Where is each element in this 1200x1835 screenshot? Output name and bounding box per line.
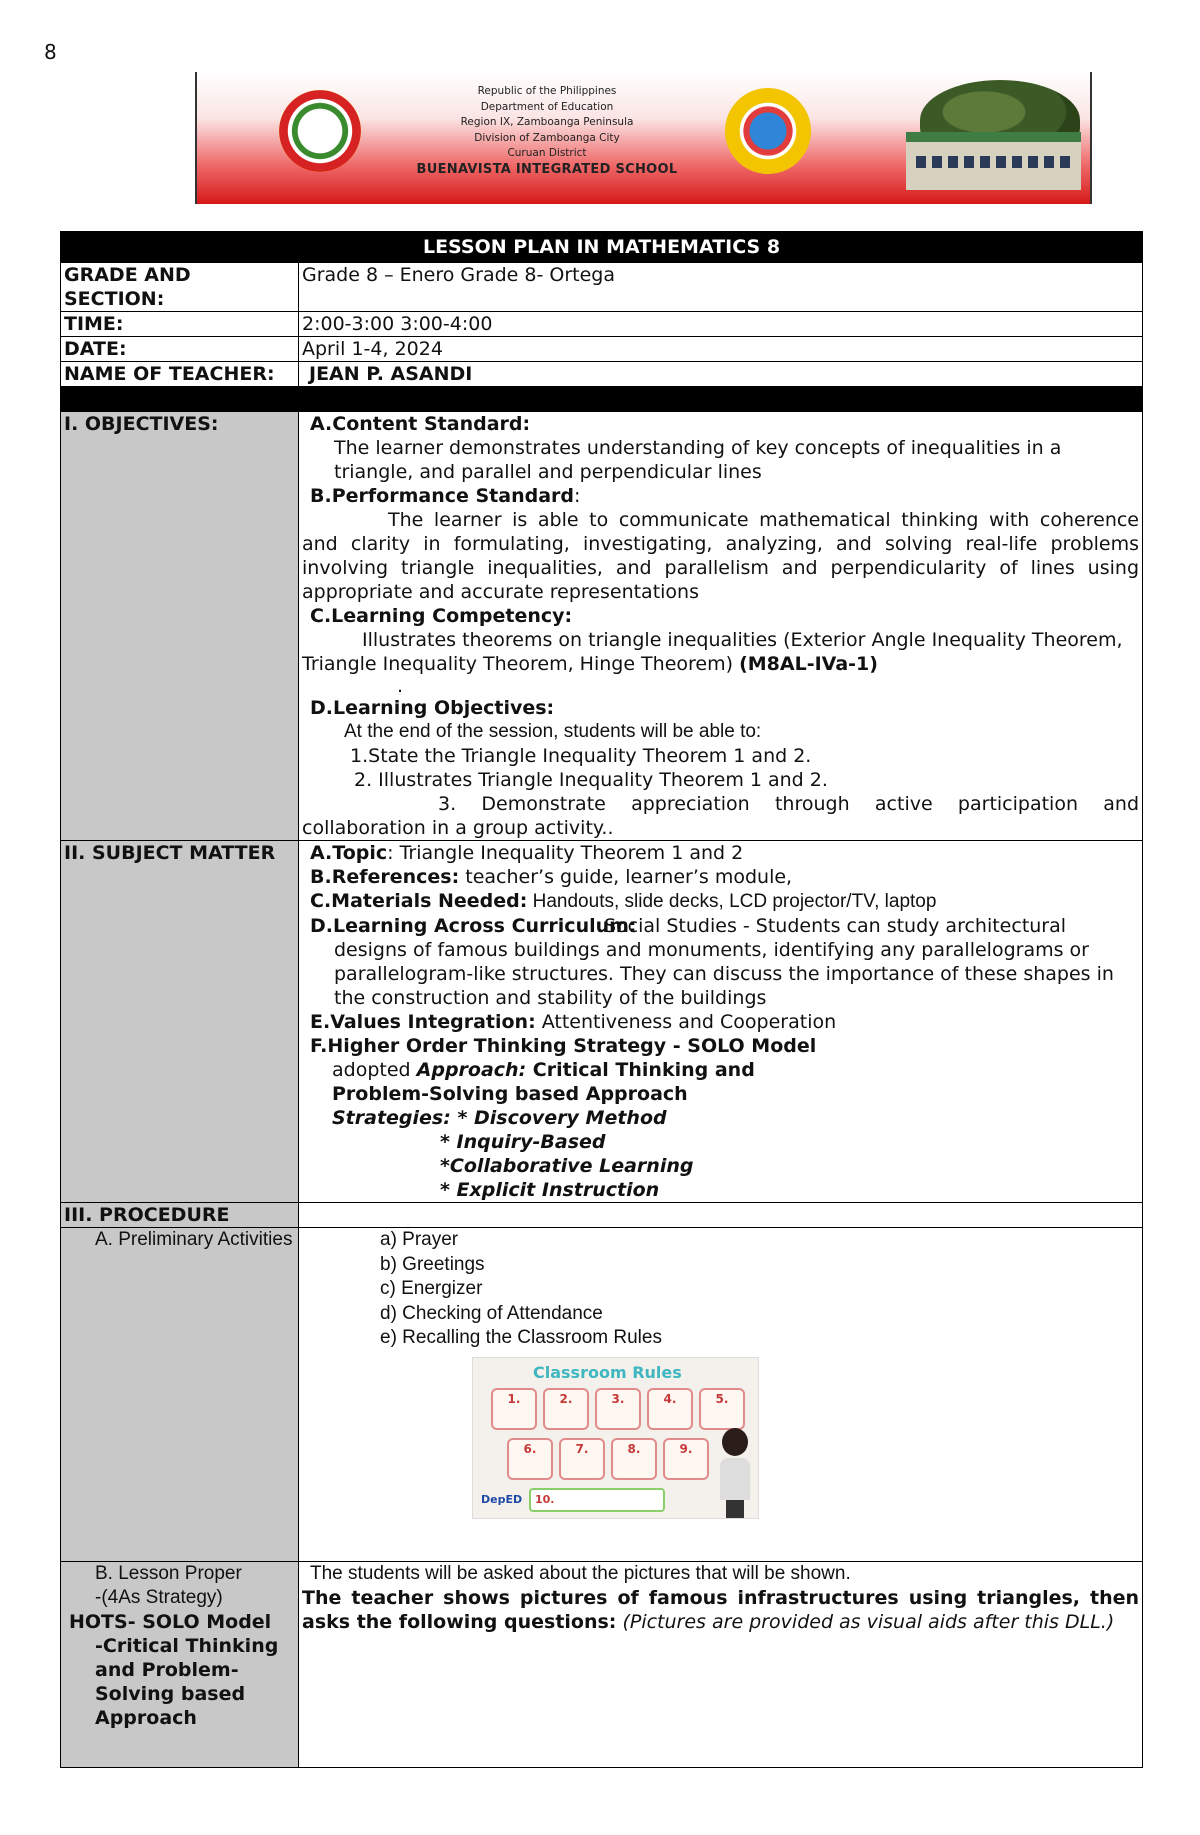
performance-standard-heading: B.Performance Standard [310, 485, 574, 507]
objectives-content [299, 412, 1143, 841]
approach-text: Critical Thinking and Problem-Solving based Approach [332, 1059, 755, 1105]
lesson-proper-content [299, 1562, 1143, 1768]
school-seal-logo [279, 90, 361, 172]
values-text: Attentiveness and Cooperation [535, 1011, 837, 1033]
rule-box: 4. [647, 1388, 693, 1430]
rule-box: 8. [611, 1438, 657, 1480]
header-line: Region IX, Zamboanga Peninsula [460, 116, 634, 128]
header-line: Curuan District [507, 147, 587, 159]
info-row-teacher [61, 362, 1143, 387]
preliminary-row [61, 1228, 1143, 1562]
info-row-grade [61, 263, 1143, 312]
procedure-row [61, 1203, 1143, 1228]
rule-box: 3. [595, 1388, 641, 1430]
strategy-collaborative: *Collaborative Learning [440, 1155, 694, 1177]
approach-word: Approach: [416, 1059, 527, 1081]
strategy-inquiry: * Inquiry-Based [440, 1131, 606, 1153]
header-line: Division of Zamboanga City [474, 131, 620, 144]
performance-standard-text: The learner is able to communicate mathematical thinking with coherence and clarity in formulating, investigating, analyzing, and solving real-life problems involving triangle inequalities, and parallelism and perpendicularity of lines using appropriate and accurate representations [302, 509, 1140, 603]
lesson-plan-title: LESSON PLAN IN MATHEMATICS 8 [61, 232, 1143, 263]
content-standard-text: The learner demonstrates understanding of key concepts of inequalities in a triangle, and parallel and perpendicular lines [334, 437, 1062, 483]
hots-heading: F.Higher Order Thinking Strategy - SOLO Model [310, 1035, 817, 1057]
lesson-line-2: The teacher shows pictures of famous infrastructures using triangles, then asks the following questions: [302, 1587, 1140, 1633]
competency-code: (M8AL-IVa-1) [739, 653, 878, 675]
lesson-label-1: B. Lesson Proper [95, 1563, 242, 1584]
learning-objectives-heading: D.Learning Objectives: [310, 697, 555, 719]
lesson-plan-table [60, 231, 1143, 1768]
header-line: Republic of the Philippines [477, 85, 617, 97]
division-seal-logo [725, 88, 811, 174]
date-label: DATE: [61, 337, 299, 362]
strategy-explicit: * Explicit Instruction [440, 1179, 660, 1201]
rule-box: 2. [543, 1388, 589, 1430]
competency-dot: . [397, 675, 404, 697]
teacher-cartoon-image [714, 1428, 754, 1518]
curriculum-heading: D.Learning Across Curriculum: [310, 915, 637, 937]
date-value: April 1-4, 2024 [299, 337, 1143, 362]
strategy-discovery: * Discovery Method [450, 1107, 667, 1129]
info-row-time [61, 312, 1143, 337]
learning-objective-1: 1.State the Triangle Inequality Theorem 1 and 2. [350, 745, 812, 767]
title-row [61, 232, 1143, 263]
classroom-rules-image [472, 1357, 759, 1519]
preliminary-label: A. Preliminary Activities [61, 1228, 299, 1562]
preliminary-list [302, 1228, 1139, 1351]
lesson-label-3: HOTS- SOLO Model [69, 1611, 272, 1633]
school-name: BUENAVISTA INTEGRATED SCHOOL [416, 161, 678, 177]
adopted-word: adopted [332, 1059, 417, 1081]
references-text: teacher’s guide, learner’s module, [459, 866, 793, 888]
content-standard-heading: A.Content Standard: [310, 413, 531, 435]
rule-box: 6. [507, 1438, 553, 1480]
teacher-label: NAME OF TEACHER: [61, 362, 299, 387]
lesson-proper-row [61, 1562, 1143, 1768]
info-row-date [61, 337, 1143, 362]
list-item: e) Recalling the Classroom Rules [380, 1327, 662, 1348]
list-item: a) Prayer [380, 1229, 459, 1250]
rule-box: 9. [663, 1438, 709, 1480]
page-number: 8 [44, 40, 57, 64]
school-building-photo [876, 78, 1086, 196]
materials-text: Handouts, slide decks, LCD projector/TV, laptop [527, 891, 937, 912]
lesson-label-2: -(4As Strategy) [95, 1587, 223, 1608]
learning-objective-2: 2. Illustrates Triangle Inequality Theorem 1 and 2. [354, 769, 828, 791]
rule-box: 5. [699, 1388, 745, 1430]
grade-value: Grade 8 – Enero Grade 8- Ortega [299, 263, 1143, 312]
list-item: c) Energizer [380, 1278, 483, 1299]
performance-colon: : [574, 485, 581, 507]
subject-matter-row [61, 841, 1143, 1203]
curriculum-text: Social Studies - Students can study architectural designs of famous buildings and monuments, identifying any parallelograms or parallelogram-like structures. They can discuss the importance of these shapes in the construction and stability of the buildings [334, 915, 1114, 1009]
teacher-value: JEAN P. ASANDI [299, 362, 1143, 387]
header-line: Department of Education [480, 100, 614, 113]
deped-logo: DepED [481, 1492, 523, 1506]
building-image [906, 132, 1081, 190]
procedure-label: III. PROCEDURE [61, 1203, 299, 1228]
rule-box: 7. [559, 1438, 605, 1480]
time-label: TIME: [61, 312, 299, 337]
values-heading: E.Values Integration: [310, 1011, 536, 1033]
rule-box: 1. [491, 1388, 537, 1430]
objectives-label: I. OBJECTIVES: [61, 412, 299, 841]
strategies-word: Strategies: [332, 1107, 451, 1129]
separator-row [61, 387, 1143, 412]
time-value: 2:00-3:00 3:00-4:00 [299, 312, 1143, 337]
objectives-row [61, 412, 1143, 841]
references-heading: B.References: [310, 866, 460, 888]
lesson-label-4: -Critical Thinking and Problem-Solving based Approach [95, 1635, 279, 1729]
list-item: d) Checking of Attendance [380, 1302, 603, 1324]
topic-text: : Triangle Inequality Theorem 1 and 2 [387, 842, 744, 864]
header-text [397, 84, 697, 177]
school-header-banner [195, 72, 1092, 204]
lesson-proper-label [61, 1562, 299, 1768]
subject-matter-content [299, 841, 1143, 1203]
learning-objectives-intro: At the end of the session, students will be able to: [344, 721, 762, 742]
topic-heading: A.Topic [310, 842, 388, 864]
lesson-line-2-italic: (Pictures are provided as visual aids after this DLL.) [616, 1611, 1115, 1633]
competency-text: Illustrates theorems on triangle inequalities (Exterior Angle Inequality Theorem, Triangle Inequality Theorem, Hinge Theorem) [302, 629, 1123, 675]
classroom-rules-title: Classroom Rules [533, 1362, 682, 1382]
materials-heading: C.Materials Needed: [310, 890, 528, 912]
lesson-line-1: The students will be asked about the pictures that will be shown. [310, 1563, 851, 1584]
subject-matter-label: II. SUBJECT MATTER [61, 841, 299, 1203]
rule-bar: 10. [529, 1488, 665, 1512]
preliminary-content [299, 1228, 1143, 1562]
competency-heading: C.Learning Competency: [310, 605, 573, 627]
learning-objective-3: 3. Demonstrate appreciation through active participation and collaboration in a group activity.. [302, 793, 1140, 839]
list-item: b) Greetings [380, 1253, 485, 1275]
grade-label: GRADE AND SECTION: [61, 263, 299, 312]
